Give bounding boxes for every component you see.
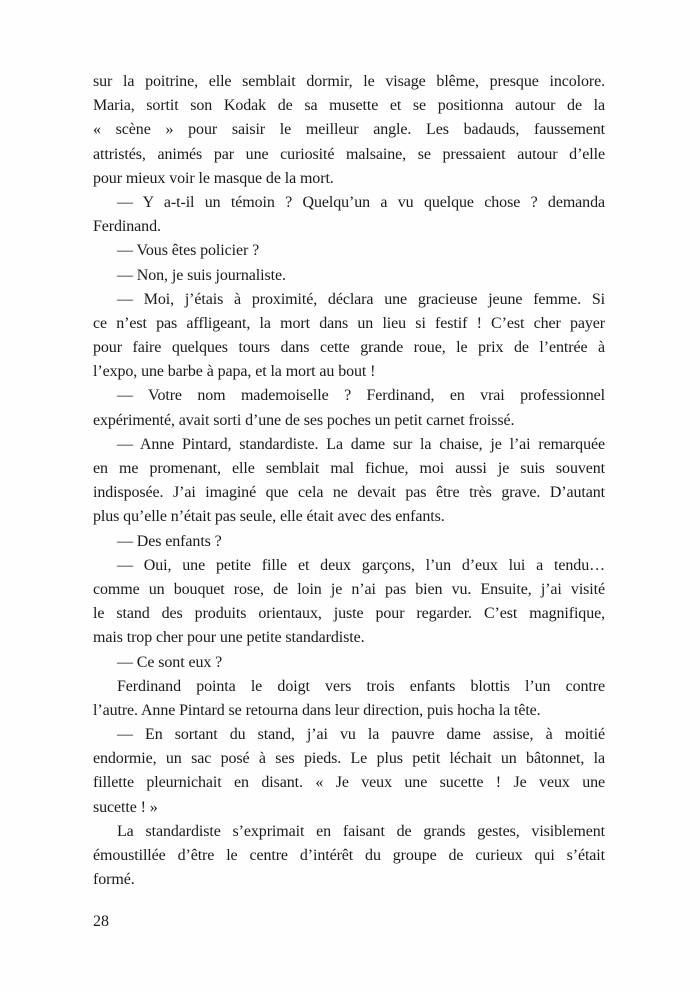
text-line: Ferdinand.: [93, 218, 161, 236]
paragraph: [93, 70, 605, 191]
paragraph: [93, 288, 605, 385]
paragraph: [93, 554, 605, 651]
text-line: mais trop cher pour une petite standardiste.: [93, 629, 365, 647]
paragraph: [93, 723, 605, 820]
text-line: — Non, je suis journaliste.: [117, 266, 286, 284]
paragraph: [93, 820, 605, 893]
text-line: — En sortant du stand, j’ai vu la pauvre dame assise, à moitié: [117, 726, 605, 744]
text-line: — Vous êtes policier ?: [117, 242, 260, 260]
text-line: « scène » pour saisir le meilleur angle. Les badauds, faussement: [93, 121, 605, 139]
text-line: plus qu’elle n’était pas seule, elle était avec des enfants.: [93, 508, 445, 526]
text-line: expérimenté, avait sorti d’une de ses poches un petit carnet froissé.: [93, 411, 515, 429]
paragraph: [93, 433, 605, 530]
text-line: comme un bouquet rose, de loin je n’ai pas bien vu. Ensuite, j’ai visité: [93, 580, 605, 598]
text-line: endormie, un sac posé à ses pieds. Le plus petit léchait un bâtonnet, la: [93, 750, 605, 768]
text-line: — Anne Pintard, standardiste. La dame sur la chaise, je l’ai remarquée: [117, 435, 605, 453]
text-line: fillette pleurnichait en disant. « Je veux une sucette ! Je veux une: [93, 774, 605, 792]
text-line: l’autre. Anne Pintard se retourna dans leur direction, puis hocha la tête.: [93, 701, 541, 719]
paragraph: [93, 384, 605, 432]
paragraph: [93, 239, 605, 263]
text-line: pour faire quelques tours dans cette grande roue, le prix de l’entrée à: [93, 339, 605, 357]
text-line: formé.: [93, 871, 135, 889]
text-line: La standardiste s’exprimait en faisant de grands gestes, visiblement: [117, 822, 605, 840]
paragraph: [93, 264, 605, 288]
text-line: — Ce sont eux ?: [117, 653, 223, 671]
text-line: émoustillée d’être le centre d’intérêt du groupe de curieux qui s’était: [93, 847, 605, 864]
text-line: Ferdinand pointa le doigt vers trois enfants blottis l’un contre: [117, 677, 605, 695]
text-line: — Y a-t-il un témoin ? Quelqu’un a vu quelque chose ? demanda: [117, 193, 605, 211]
text-line: l’expo, une barbe à papa, et la mort au bout !: [93, 363, 376, 381]
paragraph: [93, 530, 605, 554]
text-line: le stand des produits orientaux, juste pour regarder. C’est magnifique,: [93, 605, 605, 623]
paragraph: [93, 675, 605, 723]
page-text: [93, 70, 605, 892]
text-line: Maria, sortit son Kodak de sa musette et se positionna autour de la: [93, 97, 605, 115]
text-line: — Des enfants ?: [117, 532, 222, 550]
text-line: pour mieux voir le masque de la mort.: [93, 169, 334, 187]
text-line: — Votre nom mademoiselle ? Ferdinand, en vrai professionnel: [117, 387, 605, 405]
text-line: attristés, animés par une curiosité malsaine, se pressaient autour d’elle: [93, 145, 605, 163]
text-line: sur la poitrine, elle semblait dormir, le visage blême, presque incolore.: [93, 73, 605, 90]
text-line: — Oui, une petite fille et deux garçons, l’un d’eux lui a tendu…: [117, 556, 605, 574]
text-line: sucette ! »: [93, 798, 158, 816]
text-line: ce n’est pas affligeant, la mort dans un lieu si festif ! C’est cher payer: [93, 314, 605, 332]
paragraph: [93, 651, 605, 675]
paragraph: [93, 191, 605, 239]
text-line: en me promenant, elle semblait mal fichue, moi aussi je suis souvent: [93, 460, 605, 477]
text-line: indisposée. J’ai imaginé que cela ne devait pas être très grave. D’autant: [93, 484, 605, 502]
text-line: — Moi, j’étais à proximité, déclara une gracieuse jeune femme. Si: [117, 290, 605, 308]
page-number: 28: [93, 913, 109, 930]
